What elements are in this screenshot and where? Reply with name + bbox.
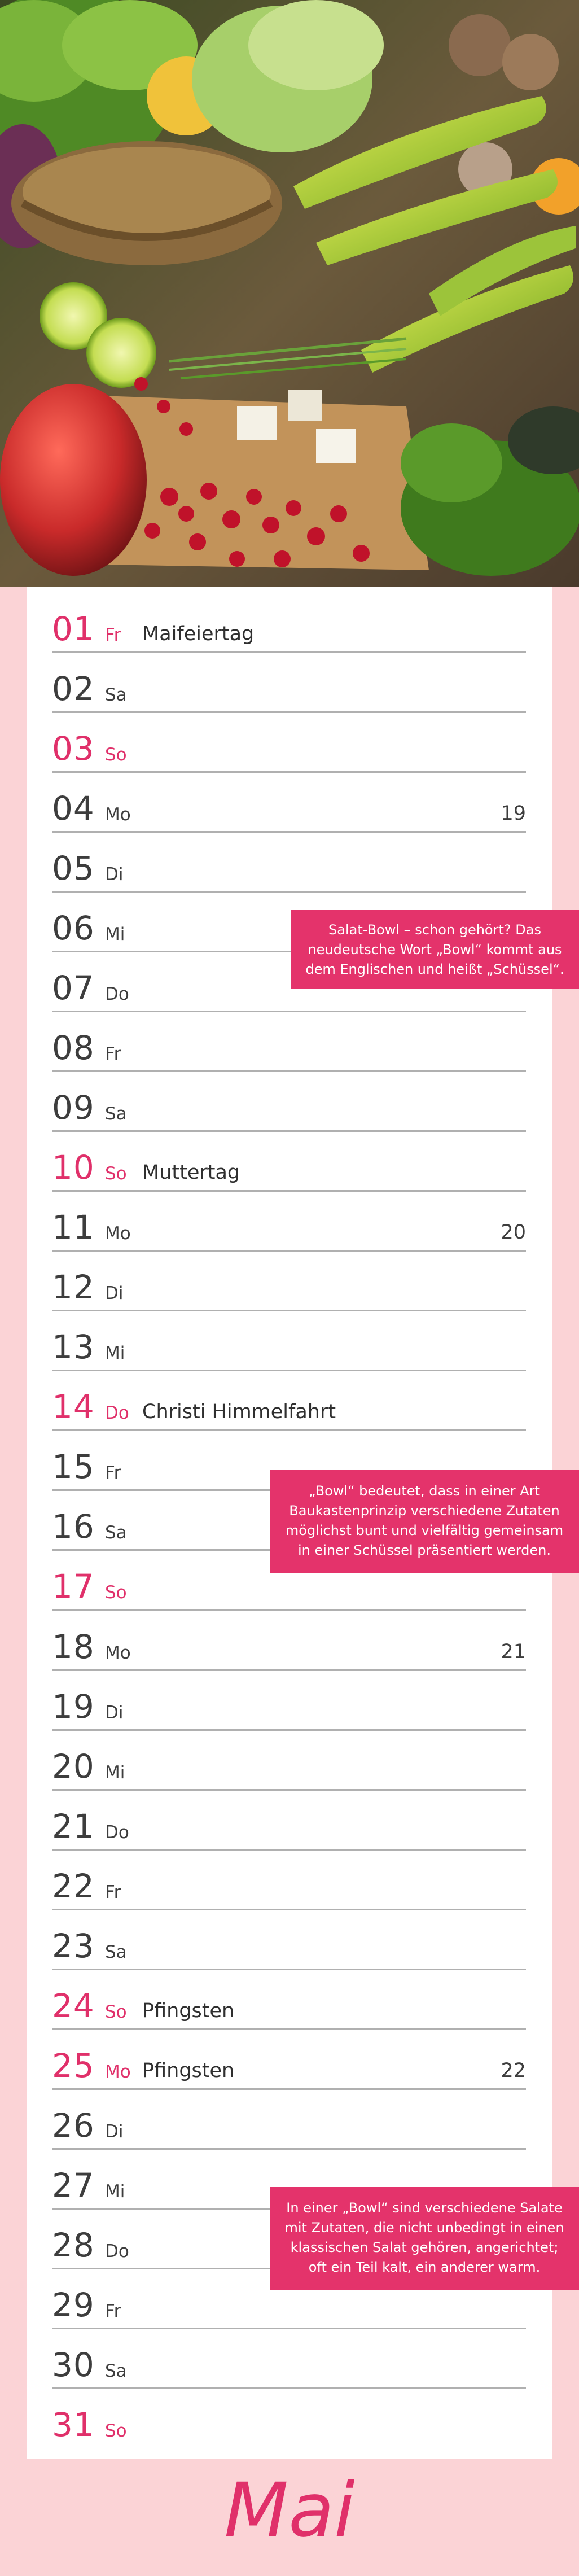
- weekday: So: [105, 2001, 127, 2022]
- weekday: Di: [105, 1283, 124, 1304]
- month-title: Mai: [224, 2467, 355, 2554]
- day-row: [52, 1072, 526, 1132]
- day-row: [52, 1012, 526, 1072]
- day-number: 26: [52, 2106, 95, 2145]
- day-number: 28: [52, 2225, 95, 2264]
- day-row: [52, 833, 526, 893]
- weekday: Mo: [105, 804, 131, 825]
- weekday: Mo: [105, 2061, 131, 2082]
- weekday: Mi: [105, 924, 125, 945]
- weekday: Mi: [105, 2181, 125, 2202]
- day-number: 09: [52, 1088, 95, 1127]
- day-row: [52, 1791, 526, 1851]
- day-row: [52, 2030, 526, 2090]
- weekday: Fr: [105, 2301, 121, 2321]
- day-number: 08: [52, 1029, 95, 1068]
- day-number: 21: [52, 1807, 95, 1845]
- weekday: Di: [105, 1702, 124, 1723]
- weekday: Fr: [105, 1882, 121, 1903]
- weekday: Sa: [105, 685, 127, 706]
- day-row: [52, 2090, 526, 2150]
- day-row: [52, 2389, 526, 2449]
- note-line: Salat-Bowl – schon gehört? Das: [328, 922, 541, 938]
- day-row: [52, 1731, 526, 1791]
- day-number: 12: [52, 1268, 95, 1307]
- day-number: 02: [52, 670, 95, 708]
- vegetable-photo: [0, 0, 579, 587]
- day-number: 23: [52, 1926, 95, 1965]
- weekday: Sa: [105, 1104, 127, 1125]
- day-number: 13: [52, 1328, 95, 1367]
- day-number: 04: [52, 789, 95, 828]
- day-row: [52, 1371, 526, 1431]
- day-number: 22: [52, 1866, 95, 1905]
- tip-note-salad-mix: [270, 2187, 579, 2290]
- weekday: Di: [105, 2121, 124, 2142]
- weekday: Fr: [105, 1044, 121, 1065]
- day-number: 19: [52, 1687, 95, 1726]
- day-number: 05: [52, 849, 95, 888]
- day-row: [52, 1311, 526, 1371]
- day-row: [52, 1970, 526, 2030]
- day-row: [52, 773, 526, 833]
- note-line: In einer „Bowl“ sind verschiedene Salate: [286, 2200, 563, 2216]
- weekday: Sa: [105, 2360, 127, 2381]
- note-line: oft ein Teil kalt, ein anderer warm.: [308, 2259, 541, 2275]
- day-number: 03: [52, 729, 95, 768]
- day-number: 18: [52, 1627, 95, 1666]
- note-line: dem Englischen und heißt „Schüssel“.: [305, 961, 564, 977]
- week-number: 19: [501, 802, 526, 825]
- week-number: 21: [501, 1640, 526, 1663]
- day-number: 30: [52, 2345, 95, 2384]
- day-number: 15: [52, 1447, 95, 1486]
- note-line: möglichst bunt und vielfältig gemeinsam: [285, 1523, 564, 1538]
- weekday: Mo: [105, 1223, 131, 1244]
- day-number: 11: [52, 1208, 95, 1247]
- day-row: [52, 1252, 526, 1311]
- day-number: 24: [52, 1986, 95, 2025]
- holiday-label: Pfingsten: [142, 1999, 235, 2022]
- weekday: Mi: [105, 1343, 125, 1364]
- day-number: 25: [52, 2046, 95, 2085]
- weekday: Fr: [105, 625, 121, 645]
- weekday: So: [105, 1164, 127, 1184]
- day-row: [52, 1671, 526, 1731]
- weekday: So: [105, 2420, 127, 2441]
- weekday: Mo: [105, 1642, 131, 1663]
- day-row: [52, 713, 526, 773]
- holiday-label: Christi Himmelfahrt: [142, 1401, 336, 1424]
- weekday: Do: [105, 1403, 129, 1424]
- week-number: 20: [501, 1221, 526, 1244]
- weekday: Fr: [105, 1463, 121, 1484]
- day-row: [52, 1611, 526, 1671]
- holiday-label: Pfingsten: [142, 2059, 235, 2082]
- day-number: 01: [52, 610, 95, 648]
- note-line: klassischen Salat gehören, angerichtet;: [290, 2240, 559, 2255]
- weekday: So: [105, 745, 127, 766]
- holiday-label: Muttertag: [142, 1161, 240, 1184]
- day-number: 20: [52, 1747, 95, 1786]
- day-row: [52, 1192, 526, 1252]
- weekday: Mi: [105, 1762, 125, 1783]
- day-number: 10: [52, 1148, 95, 1187]
- tip-note-salat-bowl: [291, 910, 579, 989]
- day-number: 29: [52, 2285, 95, 2324]
- tip-note-bowl-meaning: [270, 1470, 579, 1573]
- note-line: in einer Schüssel präsentiert werden.: [297, 1542, 551, 1558]
- day-number: 14: [52, 1388, 95, 1427]
- weekday: Sa: [105, 1523, 127, 1543]
- weekday: So: [105, 1582, 127, 1603]
- day-row: [52, 2329, 526, 2389]
- day-number: 07: [52, 969, 95, 1008]
- day-number: 16: [52, 1507, 95, 1546]
- weekday: Di: [105, 864, 124, 885]
- day-row: [52, 1910, 526, 1970]
- note-line: neudeutsche Wort „Bowl“ kommt aus: [308, 942, 562, 957]
- day-number: 06: [52, 909, 95, 948]
- weekday: Sa: [105, 1941, 127, 1962]
- note-line: „Bowl“ bedeutet, dass in einer Art: [309, 1483, 540, 1499]
- weekday: Do: [105, 984, 129, 1005]
- day-row: [52, 653, 526, 713]
- note-line: Baukastenprinzip verschiedene Zutaten: [289, 1503, 560, 1519]
- day-row: [52, 1851, 526, 1910]
- weekday: Do: [105, 2241, 129, 2262]
- day-number: 17: [52, 1567, 95, 1606]
- day-number: 27: [52, 2166, 95, 2205]
- day-row: [52, 1132, 526, 1192]
- day-row: [52, 593, 526, 653]
- note-line: mit Zutaten, die nicht unbedingt in einen: [284, 2220, 564, 2236]
- holiday-label: Maifeiertag: [142, 623, 255, 645]
- week-number: 22: [501, 2059, 526, 2082]
- day-number: 31: [52, 2405, 95, 2444]
- weekday: Do: [105, 1822, 129, 1843]
